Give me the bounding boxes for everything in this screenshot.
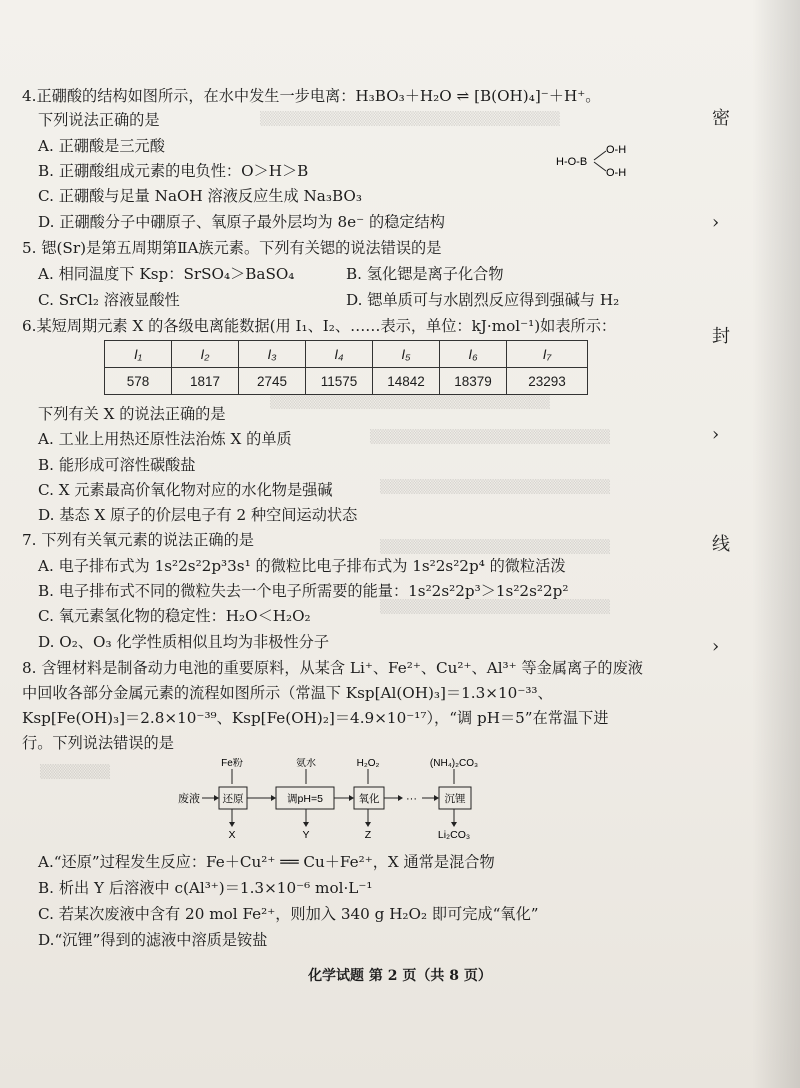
q4-option-d: D. 正硼酸分子中硼原子、氧原子最外层均为 8e⁻ 的稳定结构 [38, 213, 445, 231]
bleed-through-text: ▒▒▒▒▒▒▒▒▒▒▒▒▒▒▒▒▒▒▒▒▒▒▒▒ [370, 430, 610, 445]
reagent-label: H₂O₂ [356, 758, 380, 769]
table-header-cell: I₇ [507, 341, 588, 368]
reagent-label: 氨水 [296, 758, 316, 769]
bleed-through-text: ▒▒▒▒▒▒▒▒▒▒▒▒▒▒▒▒▒▒▒▒▒▒▒ [380, 540, 610, 555]
q8-stem: 8. 含锂材料是制备动力电池的重要原料，从某含 Li⁺、Fe²⁺、Cu²⁺、Al³⁺ 等金属离子的废液 [22, 659, 643, 677]
q7-option-d: D. O₂、O₃ 化学性质相似且均为非极性分子 [38, 633, 330, 651]
q7-option-a: A. 电子排布式为 1s²2s²2p³3s¹ 的微粒比电子排布式为 1s²2s²2p⁴ 的微粒活泼 [38, 557, 566, 575]
q5-option-d: D. 锶单质可与水剧烈反应得到强碱与 H₂ [346, 291, 620, 309]
table-header-cell: I₃ [239, 341, 306, 368]
table-header-cell: I₄ [306, 341, 373, 368]
bleed-through-text: ▒▒▒▒▒▒▒▒▒▒▒▒▒▒▒▒▒▒▒▒▒▒▒▒▒▒▒▒▒▒ [260, 112, 560, 127]
q4-option-c: C. 正硼酸与足量 NaOH 溶液反应生成 Na₃BO₃ [38, 187, 362, 205]
table-cell: 578 [105, 368, 172, 395]
q4-stem-2: 下列说法正确的是 [38, 111, 160, 129]
bleed-through-text: ▒▒▒▒▒▒▒▒▒▒▒▒▒▒▒▒▒▒▒▒▒▒▒ [380, 600, 610, 615]
table-header-cell: I₁ [105, 341, 172, 368]
q7-stem: 7. 下列有关氧元素的说法正确的是 [22, 531, 254, 549]
margin-chevron-icon: › [712, 212, 720, 233]
boric-acid-structure [556, 140, 656, 182]
q8-stem-3: Ksp[Fe(OH)₃]＝2.8×10⁻³⁹、Ksp[Fe(OH)₂]＝4.9×10⁻¹⁷），“调 pH＝5”在常温下进 [22, 709, 609, 727]
table-header-cell: I₂ [172, 341, 239, 368]
output-label: Z [364, 829, 372, 841]
step-label: 调pH=5 [287, 793, 323, 805]
margin-mark-feng: 封 [712, 326, 730, 347]
q7-option-b: B. 电子排布式不同的微粒失去一个电子所需要的能量：1s²2s²2p³＞1s²2s²2p² [38, 582, 569, 600]
margin-mark-mi: 密 [712, 108, 730, 129]
q6-stem-2: 下列有关 X 的说法正确的是 [38, 405, 226, 423]
q8-stem-4: 行。下列说法错误的是 [22, 734, 174, 752]
table-header-row [105, 341, 588, 368]
output-label: Y [302, 829, 310, 841]
table-cell: 2745 [239, 368, 306, 395]
table-header-cell: I₆ [440, 341, 507, 368]
table-cell: 18379 [440, 368, 507, 395]
table-header-cell: I₅ [373, 341, 440, 368]
q4-option-a: A. 正硼酸是三元酸 [38, 137, 165, 155]
page-fold-shadow [752, 0, 800, 1088]
table-row [105, 368, 588, 395]
table-cell: 11575 [306, 368, 373, 395]
lithium-recovery-flowchart [170, 758, 530, 848]
q7-option-c: C. 氧元素氢化物的稳定性：H₂O＜H₂O₂ [38, 607, 311, 625]
margin-chevron-icon: › [712, 636, 720, 657]
table-cell: 23293 [507, 368, 588, 395]
reagent-label: (NH₄)₂CO₃ [429, 758, 479, 769]
ionization-energy-table [104, 340, 588, 395]
q4-option-b: B. 正硼酸组成元素的电负性：O＞H＞B [38, 162, 309, 180]
margin-mark-xian: 线 [712, 534, 730, 555]
structure-left: H-O-B [556, 156, 588, 168]
q5-option-a: A. 相同温度下 Ksp：SrSO₄＞BaSO₄ [38, 265, 295, 283]
q8-option-a: A.“还原”过程发生反应：Fe＋Cu²⁺ ══ Cu＋Fe²⁺，X 通常是混合物 [38, 853, 495, 871]
q6-stem: 6.某短周期元素 X 的各级电离能数据(用 I₁、I₂、……表示，单位：kJ·mol⁻¹)如表所示： [22, 317, 617, 335]
q8-option-b: B. 析出 Y 后溶液中 c(Al³⁺)＝1.3×10⁻⁶ mol·L⁻¹ [38, 879, 373, 897]
bleed-through-text: ▒▒▒▒▒▒▒ [40, 765, 110, 780]
q6-option-b: B. 能形成可溶性碳酸盐 [38, 456, 196, 474]
flow-ellipsis: ··· [406, 793, 417, 805]
q8-option-c: C. 若某次废液中含有 20 mol Fe²⁺，则加入 340 g H₂O₂ 即可完成“氧化” [38, 905, 539, 923]
q5-option-c: C. SrCl₂ 溶液显酸性 [38, 291, 180, 309]
step-label: 还原 [222, 793, 244, 805]
table-cell: 1817 [172, 368, 239, 395]
bleed-through-text: ▒▒▒▒▒▒▒▒▒▒▒▒▒▒▒▒▒▒▒▒▒▒▒ [380, 480, 610, 495]
step-label: 氧化 [358, 793, 380, 805]
q6-option-a: A. 工业上用热还原性法治炼 X 的单质 [38, 430, 292, 448]
structure-bottom: O-H [606, 167, 627, 179]
table-cell: 14842 [373, 368, 440, 395]
bleed-through-text: ▒▒▒▒▒▒▒▒▒▒▒▒▒▒▒▒▒▒▒▒▒▒▒▒▒▒▒▒ [270, 395, 550, 410]
q8-stem-2: 中回收各部分金属元素的流程如图所示（常温下 Ksp[Al(OH)₃]＝1.3×10⁻³³、 [22, 684, 553, 702]
page-footer: 化学试题 第 2 页（共 8 页） [308, 968, 492, 984]
q5-option-b: B. 氢化锶是离子化合物 [346, 265, 504, 283]
reagent-label: Fe粉 [221, 758, 243, 769]
q5-stem: 5. 锶(Sr)是第五周期第ⅡA族元素。下列有关锶的说法错误的是 [22, 239, 442, 257]
output-label: Li₂CO₃ [437, 829, 471, 841]
structure-top: O-H [606, 144, 627, 156]
flow-input: 废液 [178, 793, 200, 805]
q6-option-d: D. 基态 X 原子的价层电子有 2 种空间运动状态 [38, 506, 358, 524]
step-label: 沉锂 [444, 793, 466, 805]
q6-option-c: C. X 元素最高价氧化物对应的水化物是强碱 [38, 481, 333, 499]
q8-option-d: D.“沉锂”得到的滤液中溶质是铵盐 [38, 931, 268, 949]
output-label: X [228, 829, 236, 841]
q4-stem: 4.正硼酸的结构如图所示，在水中发生一步电离：H₃BO₃＋H₂O ⇌ [B(OH)₄]⁻＋H⁺。 [22, 87, 601, 105]
margin-chevron-icon: › [712, 424, 720, 445]
